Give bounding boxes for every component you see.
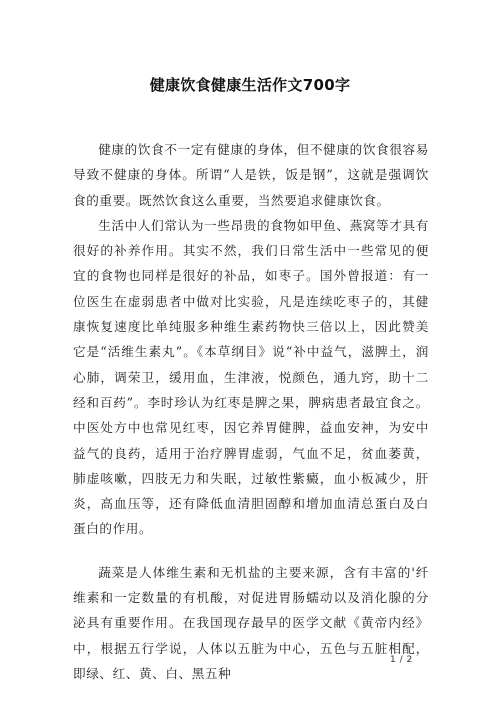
paragraph: 蔬菜是人体维生素和无机盐的主要来源，含有丰富的'纤维素和一定数量的有机酸，对促进胃肠蠕动以及消化腺的分泌具有重要作用。在我国现存最早的医学文献《黄帝内经》中，根据五行学说，人体以五脏为中心，五色与五脏相配，即绿、红、黄、白、黑五种 — [73, 564, 429, 681]
paragraph: 生活中人们常认为一些昂贵的食物如甲鱼、燕窝等才具有很好的补养作用。其实不然，我们日常生活中一些常见的便宜的食物也同样是很好的补品，如枣子。国外曾报道：有一位医生在虚弱患者中做对比实验，凡是连续吃枣子的，其健康恢复速度比单纯服多种维生素药物快三倍以上，因此赞美它是“活维生素丸”。《本草纲目》说“补中益气，滋脾土，润心肺，调荣卫，缓用血，生津液，悦颜色，通九窍，助十二经和百药”。李时珍认为红枣是脾之果，脾病患者最宜食之。中医处方中也常见红枣，因它养胃健脾，益血安神，为安中益气的良药，适用于治疗脾胃虚弱，气血不足，贫血萎黄，肺虚咳嗽，四肢无力和失眠，过敏性紫癜，血小板减少，肝炎，高血压等，还有降低血清胆固醇和增加血清总蛋白及白蛋白的作用。 — [73, 217, 429, 537]
paragraph: 健康的饮食不一定有健康的身体，但不健康的饮食很容易导致不健康的身体。所谓“人是铁，饭是钢”，这就是强调饮食的重要。既然饮食这么重要，当然要追求健康饮食。 — [73, 142, 429, 208]
page-number: 1 / 2 — [390, 655, 413, 665]
document-body — [73, 137, 429, 686]
document-title: 健康饮食健康生活作文700字 — [149, 76, 351, 94]
